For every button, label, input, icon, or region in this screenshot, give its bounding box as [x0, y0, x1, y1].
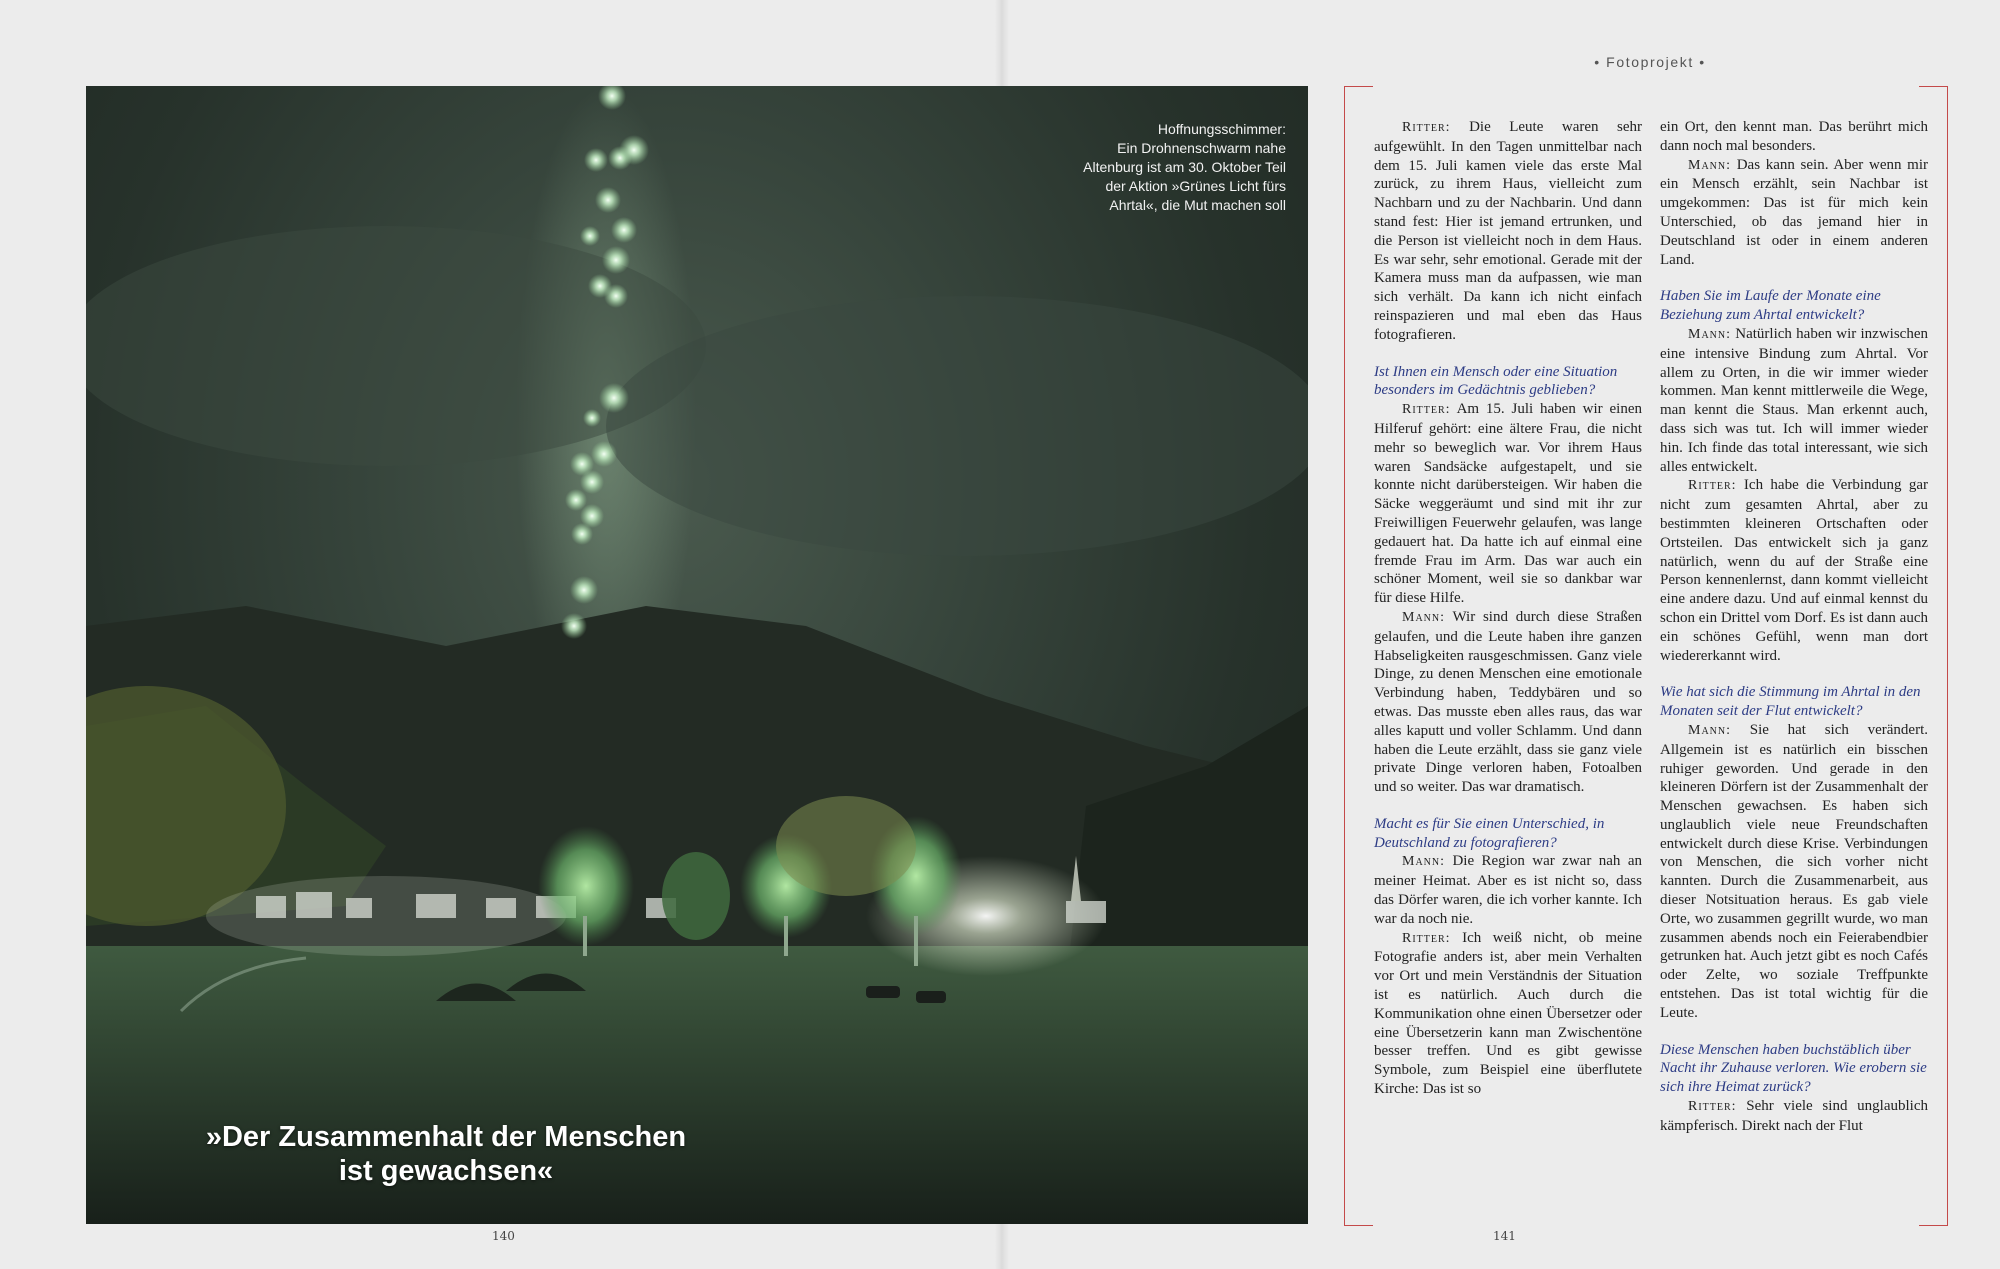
- speaker-name: Mann:: [1688, 157, 1732, 173]
- speaker-name: Mann:: [1402, 854, 1446, 870]
- interview-answer: [1374, 400, 1642, 608]
- interview-question: Ist Ihnen ein Mensch oder eine Situation besonders im Gedächtnis geblieben?: [1374, 363, 1618, 399]
- answer-text: Das kann sein. Aber wenn mir ein Mensch erzählt, sein Nachbar ist umgekommen: Das ist für mich kein Unterschied, ob das jemand hier in Deutschland ist oder in einem anderen Land.: [1660, 156, 1928, 268]
- interview-answer: [1374, 929, 1642, 1099]
- answer-text: Ich weiß nicht, ob meine Fotografie anders ist, aber mein Verhalten vor Ort und mein Verständnis der Situation ist es natürlich. Auch durch die Kommunikation ohne einen Übersetzer oder eine Übersetzerin kann man Zwischentöne besser treffen. Und es gibt gewisse Symbole, zum Beispiel eine überflutete Kirche: Das ist so: [1374, 929, 1642, 1098]
- answer-text: Wir sind durch diese Straßen gelaufen, und die Leute haben ihre ganzen Habseligkeiten rausgeschmissen. Ganz viele Dinge, zu denen Menschen eine emotionale Verbindung haben, Teddybären und so etwas. Das musste eben alles raus, das war alles kaputt und voller Schlamm. Und dann haben die Leute erzählt, dass sie ganz viele private Dinge verloren haben, Fotoalben und so weiter. Das war dramatisch.: [1374, 608, 1642, 796]
- interview-answer: [1660, 156, 1928, 270]
- interview-question: Wie hat sich die Stimmung im Ahrtal in den Monaten seit der Flut entwickelt?: [1660, 684, 1921, 720]
- page-number-right: 141: [1493, 1229, 1516, 1243]
- interview-answer: [1374, 118, 1642, 345]
- interview-answer: [1660, 476, 1928, 665]
- interview-question: Diese Menschen haben buchstäblich über Nacht ihr Zuhause verloren. Wie erobern sie sich ihre Heimat zurück?: [1660, 1041, 1927, 1096]
- photo-illustration: [86, 86, 1308, 1224]
- speaker-name: Ritter:: [1402, 402, 1451, 418]
- photo-caption: [1066, 120, 1286, 215]
- section-label: • Fotoprojekt •: [1594, 54, 1706, 70]
- night-drone-photo: [86, 86, 1308, 1224]
- speaker-name: Mann:: [1688, 722, 1732, 738]
- speaker-name: Ritter:: [1402, 120, 1451, 135]
- speaker-name: Ritter:: [1402, 930, 1451, 946]
- page-number-left: 140: [492, 1229, 515, 1243]
- answer-text: Sehr viele sind unglaublich kämpferisch. Direkt nach der Flut: [1660, 1098, 1928, 1134]
- caption-title: Hoffnungsschimmer:: [1157, 121, 1286, 137]
- answer-text: Natürlich haben wir inzwischen eine intensive Bindung zum Ahrtal. Vor allem zu Orten, in die wir immer wieder kommen. Man kennt mittlerweile die Wege, man kennt die Staus. Man erkennt auch, dass sich was tut. Ich will immer wieder hin. Ich finde das total interessant, wie sich alles entwickelt.: [1660, 325, 1928, 475]
- answer-text: Sie hat sich verändert. Allgemein ist es natürlich ein bisschen ruhiger geworden. Und gerade in den kleineren Dörfern ist der Zusammenhalt der Menschen gewachsen. Es haben sich unglaublich viele neue Freundschaften entwickelt durch diese Krise. Verbindungen von Menschen, die sich vorher nicht kannten. Durch die Zusammenarbeit, aus dieser Notsituation heraus. Es gab viele Orte, wo zusammen gegrillt wurde, wo man zusammen abends noch ein Feierabendbier getrunken hat. Auch jetzt gibt es noch Cafés oder Zelte, wo soziale Treffpunkte entstehen. Das ist total wichtig für die Leute.: [1660, 721, 1928, 1021]
- frame-bracket-left: [1344, 86, 1373, 1226]
- pull-quote: [86, 1120, 806, 1188]
- interview-answer-continuation: ein Ort, den kennt man. Das berührt mich dann noch mal besonders.: [1660, 119, 1928, 154]
- interview-question: Macht es für Sie einen Unterschied, in Deutschland zu fotografieren?: [1374, 815, 1605, 851]
- pull-quote-line-2: ist gewachsen«: [338, 1155, 554, 1187]
- interview-answer: [1660, 1097, 1928, 1136]
- interview-question: Haben Sie im Laufe der Monate eine Beziehung zum Ahrtal entwickelt?: [1660, 288, 1881, 324]
- interview-answer: [1374, 608, 1642, 797]
- speaker-name: Mann:: [1688, 326, 1732, 342]
- text-column-2: [1660, 118, 1928, 1136]
- interview-answer: [1660, 325, 1928, 476]
- text-column-1: [1374, 118, 1642, 1099]
- interview-answer: [1660, 721, 1928, 1023]
- speaker-name: Ritter:: [1688, 478, 1737, 494]
- answer-text: Am 15. Juli haben wir einen Hilferuf gehört: eine ältere Frau, die nicht mehr so beweglich war. Vor ihrem Haus waren Sandsäcke aufgestapelt, und sie konnte nicht darübersteigen. Wir haben die Säcke weggeräumt und sind mit ihr zur Freiwilligen Feuerwehr gelaufen, was lange gedauert hat. Da hatte ich auf einmal eine fremde Frau im Arm. Das war auch ein schöner Moment, weil sie so dankbar war für diese Hilfe.: [1374, 401, 1642, 607]
- answer-text: Die Leute waren sehr aufgewühlt. In den Tagen unmittelbar nach dem 15. Juli kamen viele das erste Mal zurück, zu ihrem Haus, vielleicht zum Nachbarn und zu der Nachbarin. Und dann stand fest: Hier ist jemand ertrunken, und die Person ist vielleicht noch in dem Haus. Es war sehr, sehr emotional. Gerade mit der Kamera muss man da aufpassen, wie man sich verhält. Da kann ich nicht einfach reinspazieren und mal eben das Haus fotografieren.: [1374, 119, 1642, 343]
- pull-quote-line-1: »Der Zusammenhalt der Menschen: [205, 1121, 687, 1153]
- interview-answer: [1374, 852, 1642, 928]
- answer-text: Die Region war zwar nah an meiner Heimat. Aber es ist nicht so, dass das Dörfer waren, die ich vorher kannte. Ich war da noch nie.: [1374, 853, 1642, 927]
- speaker-name: Ritter:: [1688, 1099, 1737, 1115]
- speaker-name: Mann:: [1402, 609, 1446, 625]
- answer-text: Ich habe die Verbindung gar nicht zum gesamten Ahrtal, aber zu bestimmten kleineren Ortschaften oder Ortsteilen. Das entwickelt sich ja ganz natürlich, wenn du auf der Straße eine Person kennenlernst, dann kommt vielleicht eine andere dazu. Und auf einmal kennst du schon ein Drittel vom Dorf. Es ist dann auch ein schönes Gefühl, wenn man dort wiedererkannt wird.: [1660, 477, 1928, 664]
- caption-text: Ein Drohnenschwarm nahe Altenburg ist am 30. Oktober Teil der Aktion »Grünes Licht fürs Ahrtal«, die Mut machen soll: [1083, 140, 1286, 213]
